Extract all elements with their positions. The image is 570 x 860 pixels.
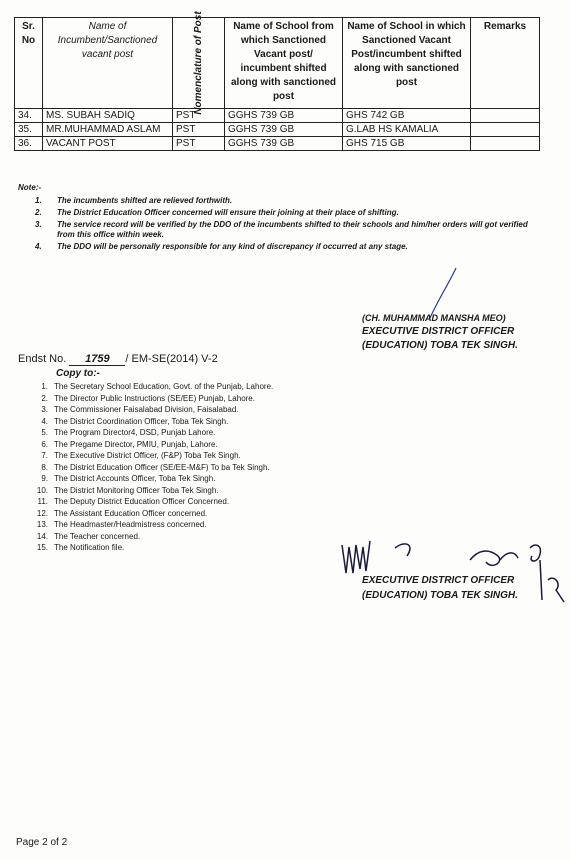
header-school-from: Name of School from which Sanctioned Vacant post/ incumbent shifted along with sanctioned post [225,18,343,109]
signatory-title: EXECUTIVE DISTRICT OFFICER [362,326,515,337]
list-item [30,531,350,543]
endst-prefix: Endst No. [18,353,67,365]
list-item [30,439,350,451]
cell-to: GHS 742 GB [343,109,471,123]
list-item [30,404,350,416]
note-text: The incumbents shifted are relieved forthwith. [57,196,233,205]
copy-text: The Program Director4, DSD, Punjab Lahore. [54,428,216,437]
cell-name: MS. SUBAH SADIQ [43,109,173,123]
cell-to: GHS 715 GB [343,137,471,151]
list-item [30,519,350,531]
cell-name: VACANT POST [43,137,173,151]
note-number: 3. [35,220,42,229]
list-item [30,462,350,474]
cell-from: GGHS 739 GB [225,109,343,123]
header-remarks: Remarks [471,18,540,109]
header-sr-no: Sr. No [15,18,43,109]
signatory-dept: (EDUCATION) TOBA TEK SINGH. [362,340,518,351]
note-number: 1. [35,196,42,205]
copy-number: 8. [41,462,48,472]
note-text: The DDO will be personally responsible for any kind of discrepancy if occurred at any stage. [57,242,408,251]
copy-number: 12. [36,508,48,518]
note-number: 4. [35,242,42,251]
list-item [30,416,350,428]
copy-text: The Headmaster/Headmistress concerned. [54,520,207,529]
endst-suffix: / EM-SE(2014) V-2 [125,353,218,365]
signatory-block [362,311,518,353]
copy-text: The Director Public Instructions (SE/EE) Punjab, Lahore. [54,393,255,403]
list-item [30,381,350,393]
list-item [30,542,350,554]
copy-text: The Teacher concerned. [54,531,141,541]
signatory-name: (CH. MUHAMMAD MANSHA MEO) [362,313,506,323]
copy-number: 2. [41,393,48,403]
cell-post: PST [173,137,225,151]
copy-text: The District Accounts Officer, Toba Tek Singh. [54,474,216,483]
note-text: The service record will be verified by the DDO of the incumbents shifted to their schools and him/her orders will got verified from this office within week. [57,220,528,239]
copy-number: 14. [36,531,48,541]
signatory2-title: EXECUTIVE DISTRICT OFFICER [362,575,515,586]
copy-number: 10. [36,485,48,495]
cell-to: G.LAB HS KAMALIA [343,123,471,137]
list-item [30,485,350,497]
copy-text: The District Education Officer (SE/EE-M&F) To ba Tek Singh. [54,462,270,472]
copy-text: The Commissioner Faisalabad Division, Faisalabad. [54,405,239,414]
list-item [30,508,350,520]
cell-sr: 36. [15,137,43,151]
cell-post: PST [173,109,225,123]
page-number: Page 2 of 2 [16,837,68,848]
cell-name: MR.MUHAMMAD ASLAM [43,123,173,137]
copy-text: The District Coordination Officer, Toba Tek Singh. [54,416,229,426]
copy-number: 1. [41,382,48,391]
list-item [30,496,350,508]
list-item [30,450,350,462]
endorsement-line [18,353,218,366]
copy-number: 7. [41,451,48,460]
cell-sr: 34. [15,109,43,123]
note-text: The District Education Officer concerned will ensure their joining at their place of shifting. [57,208,399,217]
copy-text: The Executive District Officer, (F&P) Toba Tek Singh. [54,451,241,460]
signatory2-dept: (EDUCATION) TOBA TEK SINGH. [362,590,518,601]
header-nomenclature-text: Nomenclature of Post [192,11,204,115]
copy-to-list [30,381,350,554]
list-item [30,393,350,405]
copy-text: The Pregame Director, PMIU, Punjab, Lahore. [54,439,218,449]
cell-from: GGHS 739 GB [225,137,343,151]
copy-number: 9. [41,474,48,483]
copy-text: The Assistant Education Officer concerned. [54,508,208,518]
note-number: 2. [35,208,42,217]
copy-number: 11. [37,497,48,506]
cell-sr: 35. [15,123,43,137]
signatory2-block [362,573,518,603]
copy-text: The Deputy District Education Officer Concerned. [54,497,230,506]
copy-to-heading: Copy to:- [56,368,100,379]
copy-text: The Secretary School Education, Govt. of the Punjab, Lahore. [54,382,274,391]
copy-number: 3. [41,405,48,414]
copy-number: 4. [41,416,48,426]
header-school-in: Name of School in which Sanctioned Vacant Post/incumbent shifted along with sanctioned post [343,18,471,109]
copy-number: 5. [41,428,48,437]
notes-heading: Note:- [18,183,42,192]
cell-from: GGHS 739 GB [225,123,343,137]
copy-text: The Notification file. [54,543,125,552]
list-item [30,427,350,439]
copy-number: 6. [41,439,48,449]
copy-number: 15. [36,543,48,552]
copy-text: The District Monitoring Officer Toba Tek Singh. [54,485,219,495]
endst-number: 1759 [69,353,125,366]
copy-number: 13. [36,520,48,529]
list-item [30,473,350,485]
cell-post: PST [173,123,225,137]
header-incumbent: Name of Incumbent/Sanctioned vacant post [43,18,173,109]
